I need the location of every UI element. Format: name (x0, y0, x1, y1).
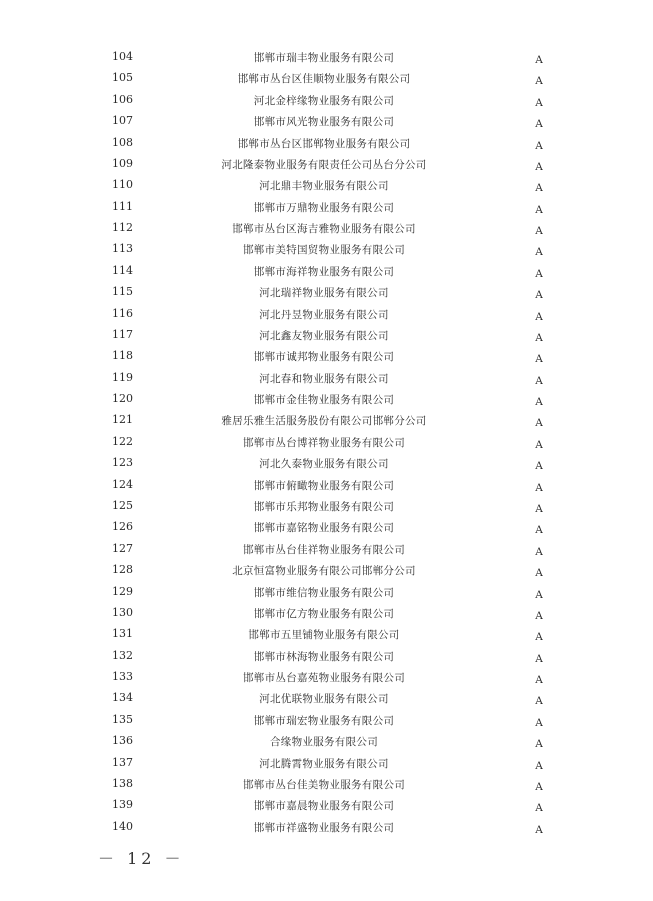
grade-label: A (535, 203, 543, 216)
company-name: 河北瑞祥物业服务有限公司 (259, 287, 389, 300)
company-name: 邯郸市丛台区佳顺物业服务有限公司 (237, 73, 411, 86)
company-name: 邯郸市乐邦物业服务有限公司 (253, 500, 395, 513)
row-number: 120 (112, 392, 133, 406)
company-name: 邯郸市丛台博祥物业服务有限公司 (243, 436, 405, 449)
row-number: 139 (112, 798, 133, 812)
row-number: 138 (112, 776, 133, 790)
row-number: 105 (112, 71, 133, 85)
company-name: 邯郸市诚邦物业服务有限公司 (253, 351, 395, 364)
list-item (0, 178, 653, 199)
row-number: 121 (112, 413, 133, 427)
grade-label: A (535, 481, 543, 494)
row-number: 117 (112, 327, 133, 341)
company-name: 邯郸市嘉晨物业服务有限公司 (253, 800, 395, 813)
list-item (0, 542, 653, 563)
grade-label: A (535, 524, 543, 537)
company-name: 邯郸市亿方物业服务有限公司 (253, 607, 395, 620)
list-item (0, 50, 653, 71)
row-number: 112 (112, 221, 133, 235)
list-item (0, 563, 653, 584)
list-item (0, 328, 653, 349)
row-number: 140 (112, 819, 133, 833)
list-item (0, 349, 653, 370)
row-number: 111 (112, 199, 133, 213)
list-item (0, 713, 653, 734)
list-item (0, 157, 653, 178)
list-item (0, 798, 653, 819)
list-item (0, 435, 653, 456)
company-name: 河北金梓缘物业服务有限公司 (253, 94, 395, 107)
list-item (0, 307, 653, 328)
row-number: 122 (112, 434, 133, 448)
row-number: 116 (112, 306, 133, 320)
company-name: 河北腾霄物业服务有限公司 (259, 757, 389, 770)
company-name: 河北优联物业服务有限公司 (259, 693, 389, 706)
grade-label: A (535, 139, 543, 152)
company-name: 河北鼎丰物业服务有限公司 (259, 180, 389, 193)
row-number: 110 (112, 178, 133, 192)
grade-label: A (535, 738, 543, 751)
grade-label: A (535, 331, 543, 344)
list-item (0, 606, 653, 627)
company-name: 邯郸市维信物业服务有限公司 (253, 586, 395, 599)
grade-label: A (535, 267, 543, 280)
company-name: 邯郸市祥盛物业服务有限公司 (253, 821, 395, 834)
company-name: 邯郸市万鼎物业服务有限公司 (253, 201, 395, 214)
list-item (0, 734, 653, 755)
grade-label: A (535, 353, 543, 366)
company-name: 邯郸市丛台佳美物业服务有限公司 (243, 778, 405, 791)
grade-label: A (535, 75, 543, 88)
row-number: 126 (112, 520, 133, 534)
row-number: 130 (112, 605, 133, 619)
list-item (0, 649, 653, 670)
grade-label: A (535, 54, 543, 66)
grade-label: A (535, 823, 543, 836)
grade-label: A (535, 802, 543, 815)
grade-label: A (535, 674, 543, 687)
company-name: 邯郸市丛台区海吉雅物业服务有限公司 (232, 223, 416, 236)
company-name: 邯郸市风光物业服务有限公司 (253, 116, 395, 129)
grade-label: A (535, 759, 543, 772)
grade-label: A (535, 374, 543, 387)
grade-label: A (535, 396, 543, 409)
grade-label: A (535, 96, 543, 109)
company-name: 邯郸市林海物业服务有限公司 (253, 650, 395, 663)
grade-label: A (535, 438, 543, 451)
list-item (0, 242, 653, 263)
grade-label: A (535, 289, 543, 302)
row-number: 135 (112, 712, 133, 726)
company-name: 邯郸市俯瞰物业服务有限公司 (253, 479, 395, 492)
list-item (0, 691, 653, 712)
row-number: 108 (112, 135, 133, 149)
list-item (0, 670, 653, 691)
row-number: 109 (112, 156, 133, 170)
company-name: 邯郸市丛台区邯郸物业服务有限公司 (237, 137, 411, 150)
row-number: 137 (112, 755, 133, 769)
row-number: 115 (112, 285, 133, 299)
grade-label: A (535, 118, 543, 131)
row-number: 129 (112, 584, 133, 598)
grade-label: A (535, 652, 543, 665)
grade-label: A (535, 780, 543, 793)
row-number: 124 (112, 477, 133, 491)
row-number: 128 (112, 563, 133, 577)
list-item (0, 71, 653, 92)
grade-label: A (535, 502, 543, 515)
grade-label: A (535, 417, 543, 430)
row-number: 114 (112, 263, 133, 277)
row-number: 134 (112, 691, 133, 705)
row-number: 132 (112, 648, 133, 662)
company-name: 邯郸市美特国贸物业服务有限公司 (243, 244, 405, 257)
company-name: 邯郸市瑞宏物业服务有限公司 (253, 714, 395, 727)
list-item (0, 777, 653, 798)
list-item (0, 371, 653, 392)
grade-label: A (535, 160, 543, 173)
company-name: 河北丹昱物业服务有限公司 (259, 308, 389, 321)
list-item (0, 585, 653, 606)
list-item (0, 285, 653, 306)
list-item (0, 392, 653, 413)
company-name: 邯郸市嘉铭物业服务有限公司 (253, 522, 395, 535)
grade-label: A (535, 631, 543, 644)
company-name: 邯郸市丛台嘉苑物业服务有限公司 (243, 672, 405, 685)
list-item (0, 200, 653, 221)
list-item (0, 114, 653, 135)
company-name: 邯郸市金佳物业服务有限公司 (253, 394, 395, 407)
row-number: 104 (112, 50, 133, 63)
list-item (0, 413, 653, 434)
row-number: 127 (112, 541, 133, 555)
company-name: 雅居乐雅生活服务股份有限公司邯郸分公司 (221, 415, 427, 428)
list-item (0, 93, 653, 114)
list-item (0, 478, 653, 499)
row-number: 113 (112, 242, 133, 256)
list-item (0, 264, 653, 285)
page-number: － 12 － (98, 849, 185, 868)
company-name: 河北鑫友物业服务有限公司 (259, 329, 389, 342)
list-item (0, 520, 653, 541)
grade-label: A (535, 609, 543, 622)
list-item (0, 456, 653, 477)
list-item (0, 136, 653, 157)
grade-label: A (535, 545, 543, 558)
company-name: 河北隆泰物业服务有限责任公司丛台分公司 (221, 158, 427, 171)
grade-label: A (535, 567, 543, 580)
company-name: 邯郸市五里铺物业服务有限公司 (248, 629, 400, 642)
company-name: 邯郸市丛台佳祥物业服务有限公司 (243, 543, 405, 556)
grade-label: A (535, 310, 543, 323)
grade-label: A (535, 225, 543, 238)
row-number: 136 (112, 734, 133, 748)
list-item (0, 627, 653, 648)
row-number: 118 (112, 349, 133, 363)
company-name: 河北久泰物业服务有限公司 (259, 458, 389, 471)
company-name: 合缘物业服务有限公司 (270, 736, 378, 749)
row-number: 123 (112, 456, 133, 470)
list-item (0, 820, 653, 841)
row-number: 131 (112, 627, 133, 641)
grade-label: A (535, 182, 543, 195)
company-name: 邯郸市海祥物业服务有限公司 (253, 265, 395, 278)
grade-label: A (535, 460, 543, 473)
row-number: 106 (112, 92, 133, 106)
list-item (0, 221, 653, 242)
grade-label: A (535, 588, 543, 601)
grade-label: A (535, 246, 543, 259)
row-number: 119 (112, 370, 133, 384)
row-number: 125 (112, 498, 133, 512)
row-number: 107 (112, 114, 133, 128)
list-item (0, 756, 653, 777)
grade-label: A (535, 695, 543, 708)
row-number: 133 (112, 670, 133, 684)
list-item (0, 499, 653, 520)
company-name: 河北春和物业服务有限公司 (259, 372, 389, 385)
company-name: 北京恒富物业服务有限公司邯郸分公司 (232, 565, 416, 578)
company-name: 邯郸市瑞丰物业服务有限公司 (253, 52, 395, 64)
grade-label: A (535, 716, 543, 729)
